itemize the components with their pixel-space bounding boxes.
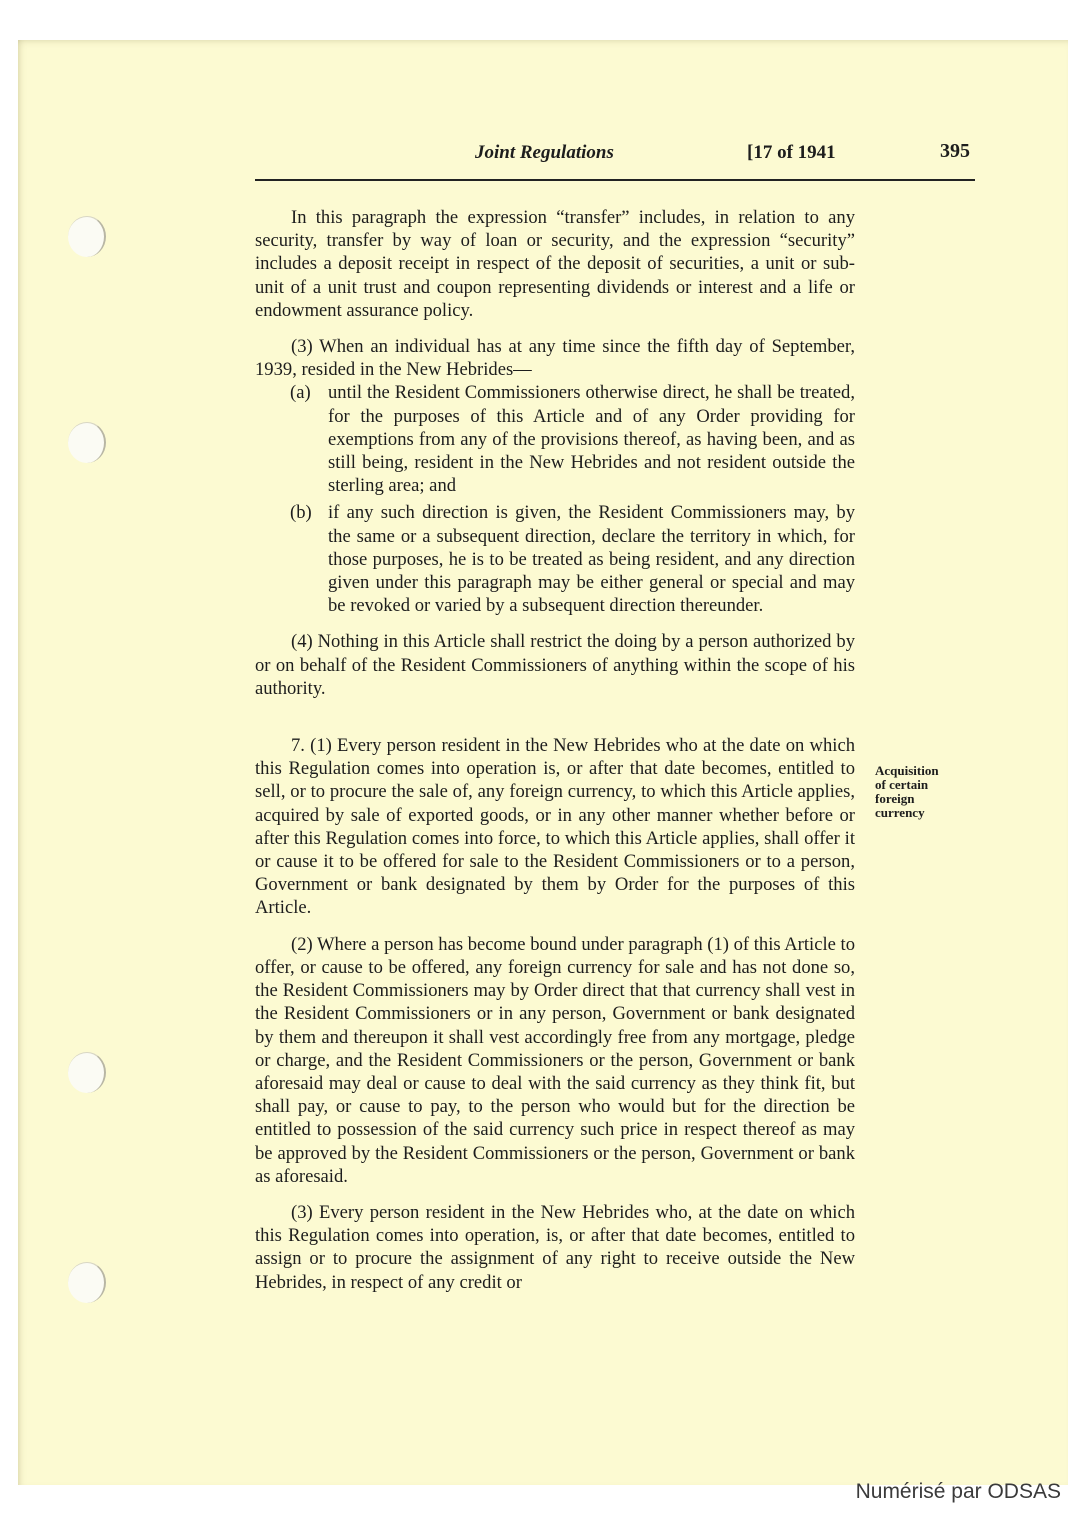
subparagraph-a	[255, 381, 855, 497]
subparagraph-b	[255, 501, 855, 617]
paragraph-4: (4) Nothing in this Article shall restrict the doing by a person authorized by or on behalf of the Resident Commissioners of anything within the scope of his authority.	[255, 631, 855, 699]
running-head-title: Joint Regulations	[475, 142, 614, 163]
subparagraph-a-label: (a)	[290, 382, 311, 404]
paragraph-3: (3) When an individual has at any time since the fifth day of September, 1939, resided in the New Hebrides—	[255, 336, 855, 381]
paragraph-transfer-definition: In this paragraph the expression “transfer” includes, in relation to any security, transfer by way of loan or security, and the expression “security” includes a deposit receipt in respect of the deposit of securities, a unit or sub-unit of a unit trust and coupon representing dividends or interest and a life or endowment assurance policy.	[255, 207, 855, 321]
page-number: 395	[940, 140, 970, 162]
margin-note-line: of certain	[875, 777, 929, 792]
punch-hole-4	[68, 1262, 106, 1303]
body-text	[255, 206, 855, 1294]
punch-hole-3	[68, 1052, 106, 1093]
margin-note-line: foreign	[875, 791, 915, 806]
margin-note-line: currency	[875, 805, 925, 820]
digitization-credit: Numérisé par ODSAS	[855, 1480, 1061, 1503]
article-7-paragraph-2: (2) Where a person has become bound under paragraph (1) of this Article to offer, or cause to be offered, any foreign currency for sale and has not done so, the Resident Commissioners may by Order direct that that currency shall vest in the Resident Commissioners or in any person, Government or bank designated by them and thereupon it shall vest accordingly free from any mortgage, pledge or charge, and the Resident Commissioners or the person, Government or bank aforesaid may deal or cause to deal with the said currency as they think fit, but shall pay, or cause to pay, to the person who would but for the direction be entitled to possession of the said currency such price in respect thereof as may be approved by the Resident Commissioners or the person, Government or bank as aforesaid.	[255, 933, 855, 1187]
article-7-paragraph-3: (3) Every person resident in the New Hebrides who, at the date on which this Regulation comes into operation, is, or after that date becomes, entitled to assign or to procure the assignment of any right to receive outside the New Hebrides, in respect of any credit or	[255, 1201, 855, 1293]
subparagraph-a-text: until the Resident Commissioners otherwise direct, he shall be treated, for the purposes of this Article and of any Order providing for exemptions from any of the provisions thereof, as having been, and as still being, resident in the New Hebrides and not resident outside the sterling area; and	[328, 382, 855, 497]
punch-hole-2	[68, 422, 106, 463]
punch-hole-1	[68, 216, 106, 257]
margin-note-line: Acquisition	[875, 763, 939, 778]
header-rule	[255, 179, 975, 181]
article-7-paragraph-1: 7. (1) Every person resident in the New Hebrides who at the date on which this Regulation comes into operation is, or after that date becomes, entitled to sell, or to procure the sale of, any foreign currency, to which this Article applies, acquired by sale of exported goods, or in any other manner whether before or after this Regulation comes into force, to which this Article applies, shall offer it or cause it to be offered for sale to the Resident Commissioners or to a person, Government or bank designated by them by Order for the purposes of this Article.	[255, 735, 855, 919]
running-head-reference: [17 of 1941	[747, 142, 836, 163]
running-head	[255, 140, 975, 172]
subparagraph-b-label: (b)	[290, 502, 312, 524]
margin-note	[875, 764, 975, 820]
subparagraph-b-text: if any such direction is given, the Resident Commissioners may, by the same or a subsequent direction, declare the territory in which, for those purposes, he is to be treated as being resident, and any direction given under this paragraph may be either general or special and may be revoked or varied by a subsequent direction thereunder.	[328, 502, 855, 617]
